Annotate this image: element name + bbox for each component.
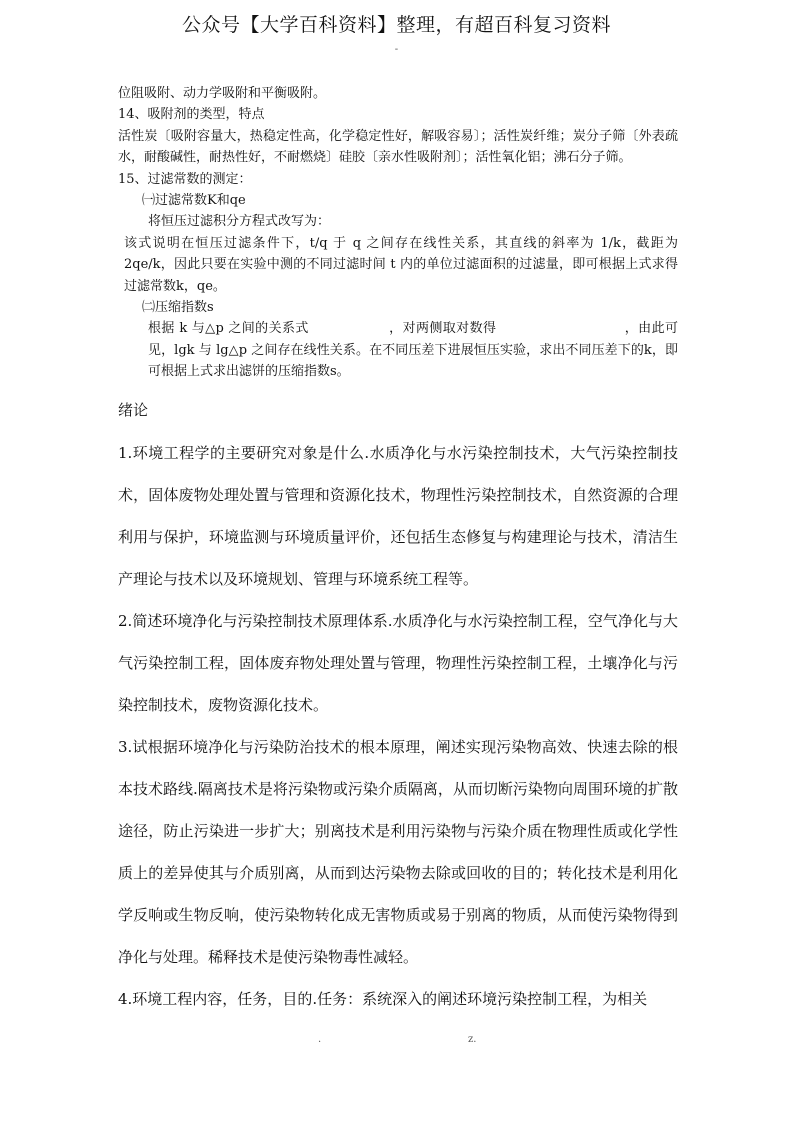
upper-notes-block	[118, 83, 678, 383]
note-compression-part3: ，由此可见，lgk 与 lg△p 之间存在线性关系。在不同压差下进展恒压实验，求出不同压差下的k，即可根据上式求出滤饼的压缩指数s。	[148, 321, 678, 380]
section-title: 绪论	[118, 401, 149, 419]
note-compression-part1: 根据 k 与△p 之间的关系式	[148, 321, 309, 337]
note-compression-part2: ，对两侧取对数得	[388, 321, 497, 337]
body-paragraph-4: 4.环境工程内容，任务，目的.任务：系统深入的阐述环境污染控制工程，为相关	[118, 990, 648, 1008]
footer-right-mark: z.	[468, 1034, 477, 1045]
body-paragraph-2: 2.简述环境净化与污染控制技术原理体系.水质净化与水污染控制工程，空气净化与大气污染控制工程，固体废弃物处理处置与管理，物理性污染控制工程，土壤净化与污染控制技术，废物资源化技术。	[118, 612, 678, 714]
note-heading-14: 14、吸附剂的类型，特点	[118, 107, 265, 123]
body-text-block	[118, 432, 678, 1020]
body-paragraph-3: 3.试根据环境净化与污染防治技术的根本原理，阐述实现污染物高效、快速去除的根本技术路线.隔离技术是将污染物或污染介质隔离，从而切断污染物向周围环境的扩散途径，防止污染进一步扩大；别离技术是利用污染物与污染介质在物理性质或化学性质上的差异使其与介质别离，从而到达污染物去除或回收的目的；转化技术是利用化学反响或生物反响，使污染物转化成无害物质或易于别离的物质，从而使污染物得到净化与处理。稀释技术是使污染物毒性减轻。	[118, 738, 678, 966]
note-subheading-compression-index: ㈡压缩指数s	[142, 300, 214, 316]
note-equation-intro: 将恒压过滤积分方程式改写为：	[148, 214, 331, 230]
note-filter-explanation: 该式说明在恒压过滤条件下，t/q 于 q 之间存在线性关系，其直线的斜率为 1/k，截距为 2qe/k，因此只要在实验中测的不同过滤时间 t 内的单位过滤面积的过滤量，即可根据上式求得过滤常数k，qe。	[124, 235, 678, 294]
note-subheading-filter-constant: ㈠过滤常数K和qe	[142, 193, 246, 209]
body-paragraph-1: 1.环境工程学的主要研究对象是什么.水质净化与水污染控制技术，大气污染控制技术，固体废物处理处置与管理和资源化技术，物理性污染控制技术，自然资源的合理利用与保护，环境监测与环境质量评价，还包括生态修复与构建理论与技术，清洁生产理论与技术以及环境规划、管理与环境系统工程等。	[118, 444, 678, 588]
note-heading-15: 15、过滤常数的测定：	[118, 171, 252, 187]
footer-left-mark: .	[318, 1034, 322, 1045]
note-adsorbent-types: 活性炭〔吸附容量大，热稳定性高，化学稳定性好，解吸容易〕；活性炭纤维；炭分子筛〔外表疏水，耐酸碱性，耐热性好，不耐燃烧〕硅胶〔亲水性吸附剂〕；活性氧化铝；沸石分子筛。	[118, 128, 678, 166]
header-mark: -	[394, 44, 399, 55]
note-line: 位阻吸附、动力学吸附和平衡吸附。	[118, 86, 327, 101]
note-compression-explanation	[118, 318, 678, 382]
page-header-title: 公众号【大学百科资料】整理，有超百科复习资料	[181, 14, 611, 36]
